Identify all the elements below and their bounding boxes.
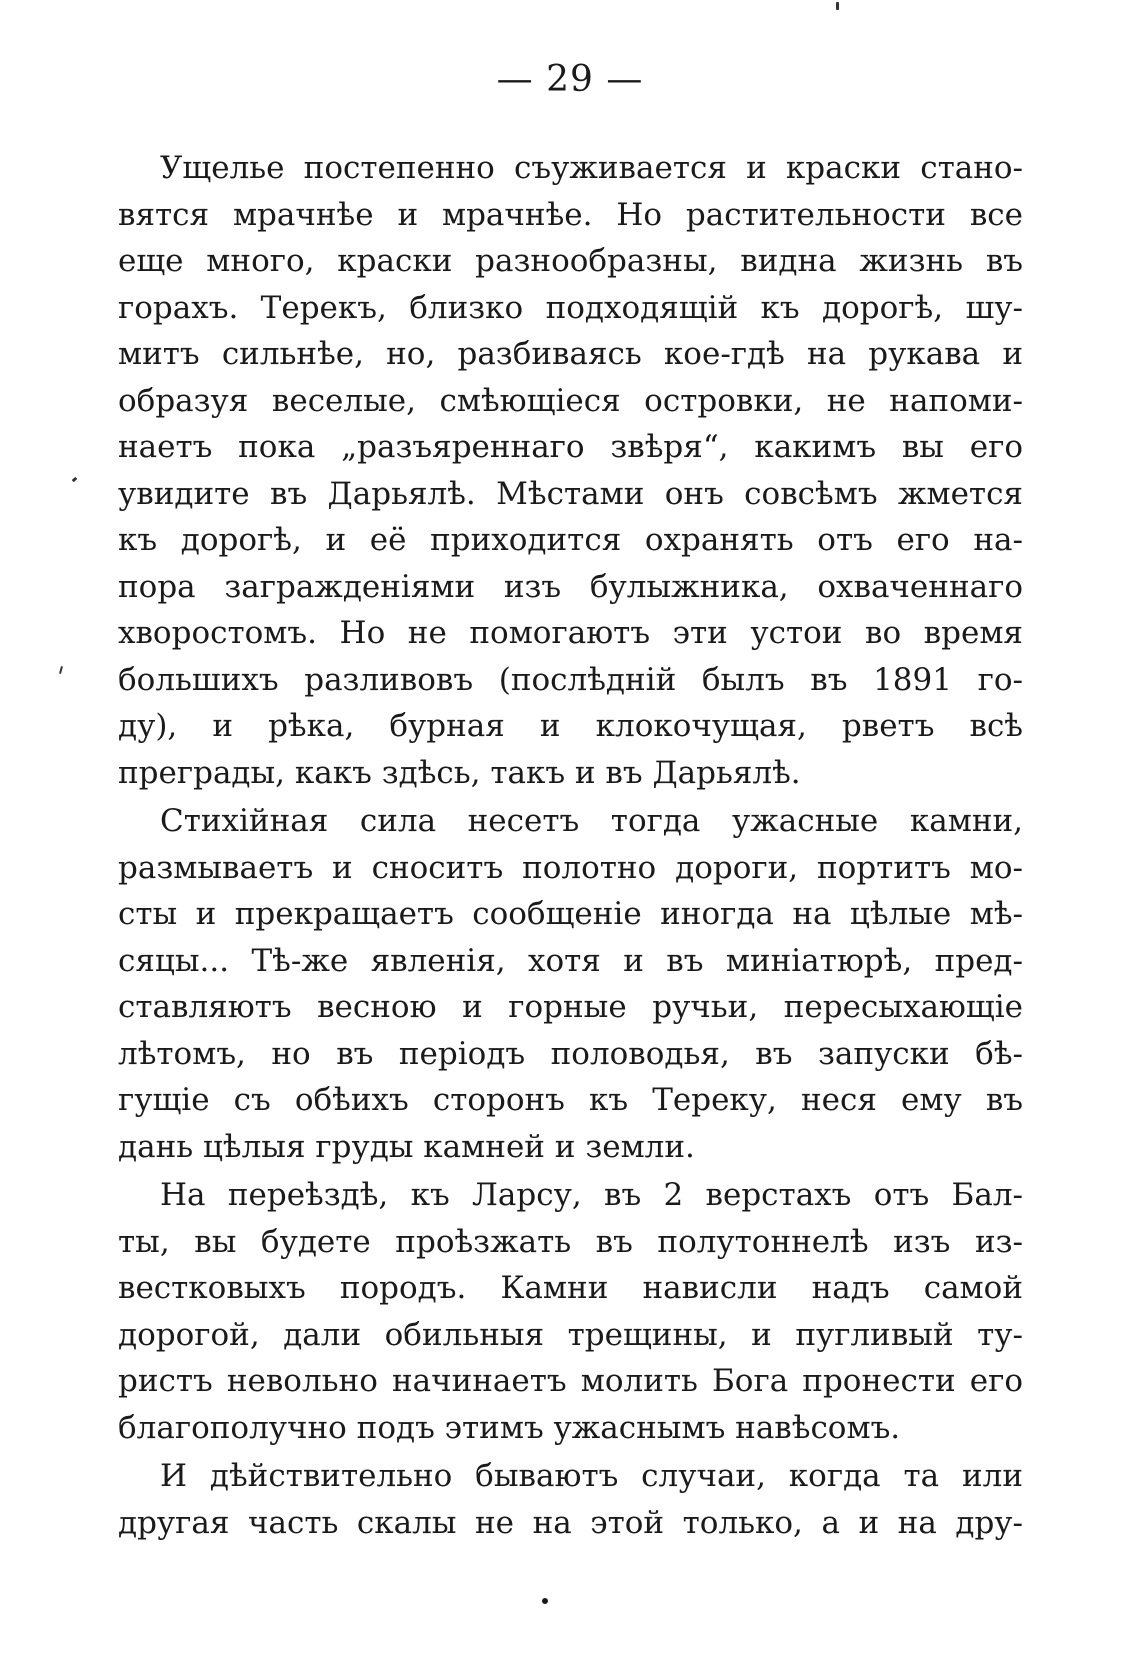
text-line: увидите въ Дарьялѣ. Мѣстами онъ совсѣмъ жмется (118, 475, 1023, 512)
text-line: большихъ разливовъ (послѣдній былъ въ 1891 го- (118, 661, 1023, 698)
text-line: преграды, какъ здѣсь, такъ и въ Дарьялѣ. (118, 754, 801, 791)
text-line: дорогой, дали обильныя трещины, и пугливый ту- (118, 1316, 1023, 1353)
page-number: — 29 — (496, 59, 644, 100)
text-line: лѣтомъ, но въ періодъ половодья, въ запуски бѣ- (118, 1035, 1023, 1072)
text-line: ристъ невольно начинаетъ молить Бога пронести его (118, 1363, 1023, 1399)
text-line: Ущелье постепенно съуживается и краски стано- (160, 150, 1023, 186)
text-line: размываетъ и сноситъ полотно дороги, портитъ мо- (118, 849, 1023, 886)
text-line: На переѣздѣ, къ Ларсу, въ 2 верстахъ отъ Бал- (160, 1177, 1023, 1213)
text-line: Стихійная сила несетъ тогда ужасные камни, (160, 803, 1023, 839)
text-line: хворостомъ. Но не помогаютъ эти устои во время (118, 615, 1023, 651)
print-speck (836, 2, 839, 10)
paragraph-2 (118, 798, 1023, 1170)
text-line: еще много, краски разнообразны, видна жизнь въ (118, 243, 1023, 279)
text-line: горахъ. Терекъ, близко подходящій къ дорогѣ, шу- (118, 289, 1023, 326)
text-line: образуя веселые, смѣющіеся островки, не напоми- (118, 382, 1023, 419)
text-line: дань цѣлыя груды камней и земли. (118, 1128, 695, 1165)
body-text (118, 145, 1023, 1546)
paragraph-3 (118, 1172, 1023, 1451)
paragraph-4 (118, 1453, 1023, 1546)
paragraph-1 (118, 145, 1023, 796)
text-line: сты и прекращаетъ сообщеніе иногда на цѣлые мѣ- (118, 896, 1023, 932)
text-line: ду), и рѣка, бурная и клокочущая, рветъ всѣ (118, 708, 1023, 744)
text-line: И дѣйствительно бываютъ случаи, когда та или (160, 1458, 1023, 1494)
text-line: митъ сильнѣе, но, разбиваясь кое-гдѣ на рукава и (118, 336, 1023, 372)
text-line: сяцы... Тѣ-же явленія, хотя и въ миніатюрѣ, пред- (118, 942, 1023, 979)
print-dot (542, 1598, 548, 1604)
print-speck (72, 477, 78, 483)
text-line: гущіе съ обѣихъ сторонъ къ Тереку, неся ему въ (118, 1082, 1023, 1118)
text-line: ставляютъ весною и горные ручьи, пересыхающіе (118, 989, 1023, 1025)
text-line: вятся мрачнѣе и мрачнѣе. Но растительности все (118, 196, 1023, 233)
text-line: вестковыхъ породъ. Камни нависли надъ самой (118, 1270, 1023, 1306)
print-speck (59, 666, 63, 674)
text-line: ты, вы будете проѣзжать въ полутоннелѣ изъ из- (118, 1223, 1023, 1260)
text-line: къ дорогѣ, и её приходится охранять отъ его на- (118, 522, 1023, 558)
text-line: пора загражденіями изъ булыжника, охваченнаго (118, 568, 1023, 605)
text-line: наетъ пока „разъяреннаго звѣря“, какимъ вы его (118, 429, 1023, 465)
text-line: другая часть скалы не на этой только, а и на дру- (118, 1504, 1023, 1541)
text-line: благополучно подъ этимъ ужаснымъ навѣсомъ. (118, 1409, 901, 1446)
